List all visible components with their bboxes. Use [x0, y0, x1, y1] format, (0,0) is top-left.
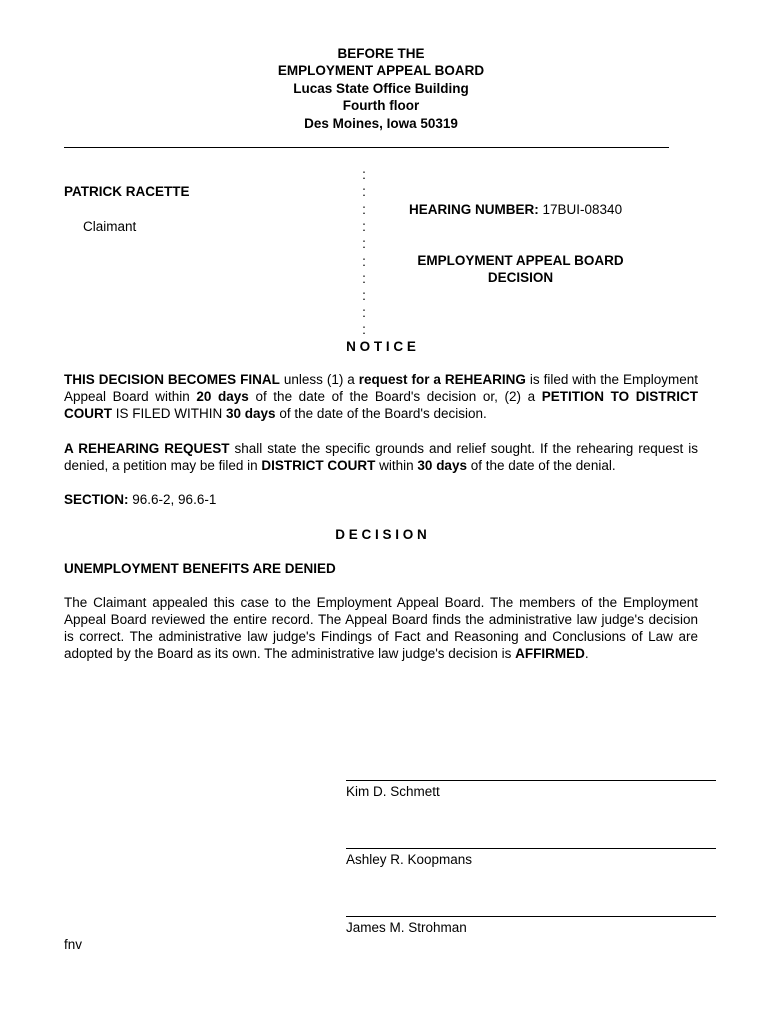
text-span: unless (1) a — [279, 372, 359, 387]
claimant-role: Claimant — [83, 219, 137, 234]
text-span: 30 days — [417, 458, 467, 473]
text-span: . — [584, 646, 589, 661]
text-span: of the date of the Board's decision or, (2) a — [248, 389, 542, 404]
header-line-board: EMPLOYMENT APPEAL BOARD — [277, 63, 485, 79]
text-span: within — [375, 458, 418, 473]
signature-line — [346, 916, 716, 917]
caption-colon: : — [362, 288, 366, 303]
text-span: request for a REHEARING — [358, 372, 526, 387]
text-span: A REHEARING REQUEST — [64, 441, 230, 456]
signature-name: James M. Strohman — [346, 920, 467, 935]
caption-colon: : — [362, 202, 366, 217]
hearing-number-value: 17BUI-08340 — [542, 202, 623, 217]
text-span: The Claimant appealed this case to the Employment Appeal Board. The members of the Employment Appeal Board reviewed the entire record. The Appeal Board finds the administrative law judge's decision is correct. The administrative law judge's Findings of Fact and Reasoning and Conclusions of Law are adopted by the Board as its own. The administrative law judge's decision is — [64, 595, 698, 661]
text-span: 20 days — [196, 389, 249, 404]
decision-title-line2: DECISION — [487, 270, 554, 285]
text-span: shall state the specific grounds and relief sought. If the rehearing request is denied, a petition may be filed in — [64, 441, 699, 473]
section-label: SECTION: — [64, 492, 129, 507]
hearing-number-label: HEARING NUMBER: — [409, 202, 539, 217]
section-value: 96.6-2, 96.6-1 — [128, 492, 217, 507]
decision-heading: D E C I S I O N — [335, 527, 427, 542]
header-line-before: BEFORE THE — [337, 46, 425, 61]
board-header — [0, 45, 762, 132]
decision-title-line1: EMPLOYMENT APPEAL BOARD — [417, 253, 624, 268]
text-span: 30 days — [226, 406, 276, 421]
header-line-floor: Fourth floor — [342, 98, 420, 114]
signature-line — [346, 848, 716, 849]
header-line-building: Lucas State Office Building — [293, 80, 469, 96]
claimant-name: PATRICK RACETTE — [64, 184, 190, 199]
notice-paragraph-2 — [64, 440, 698, 474]
header-line-city: Des Moines, Iowa 50319 — [304, 115, 458, 131]
text-span: of the date of the denial. — [466, 458, 616, 473]
caption-colon: : — [362, 271, 366, 286]
hearing-number — [409, 201, 622, 218]
decision-body — [64, 594, 698, 662]
notice-paragraph-1 — [64, 371, 698, 422]
text-span: IS FILED WITHIN — [112, 406, 227, 421]
caption-colon: : — [362, 236, 366, 251]
caption-colon: : — [362, 219, 366, 234]
text-span: DISTRICT COURT — [261, 458, 376, 473]
signature-name: Ashley R. Koopmans — [346, 852, 473, 867]
text-span: is filed with the Employment Appeal Board within — [64, 372, 699, 404]
footer-initials: fnv — [64, 937, 83, 952]
caption-colon: : — [362, 184, 366, 199]
caption-colon: : — [362, 167, 366, 182]
affirmed-text: AFFIRMED — [515, 646, 585, 661]
caption-colon: : — [362, 254, 366, 269]
text-span: PETITION TO DISTRICT COURT — [64, 389, 699, 421]
decision-title — [406, 252, 635, 286]
text-span: of the date of the Board's decision. — [275, 406, 487, 421]
caption-colon: : — [362, 305, 366, 320]
notice-heading: N O T I C E — [346, 339, 416, 354]
signature-line — [346, 780, 716, 781]
text-span: THIS DECISION BECOMES FINAL — [64, 372, 280, 387]
signature-name: Kim D. Schmett — [346, 784, 440, 799]
decision-result: UNEMPLOYMENT BENEFITS ARE DENIED — [64, 561, 336, 576]
section-citation — [64, 491, 216, 508]
header-divider — [64, 147, 669, 148]
caption-colon: : — [362, 322, 366, 337]
